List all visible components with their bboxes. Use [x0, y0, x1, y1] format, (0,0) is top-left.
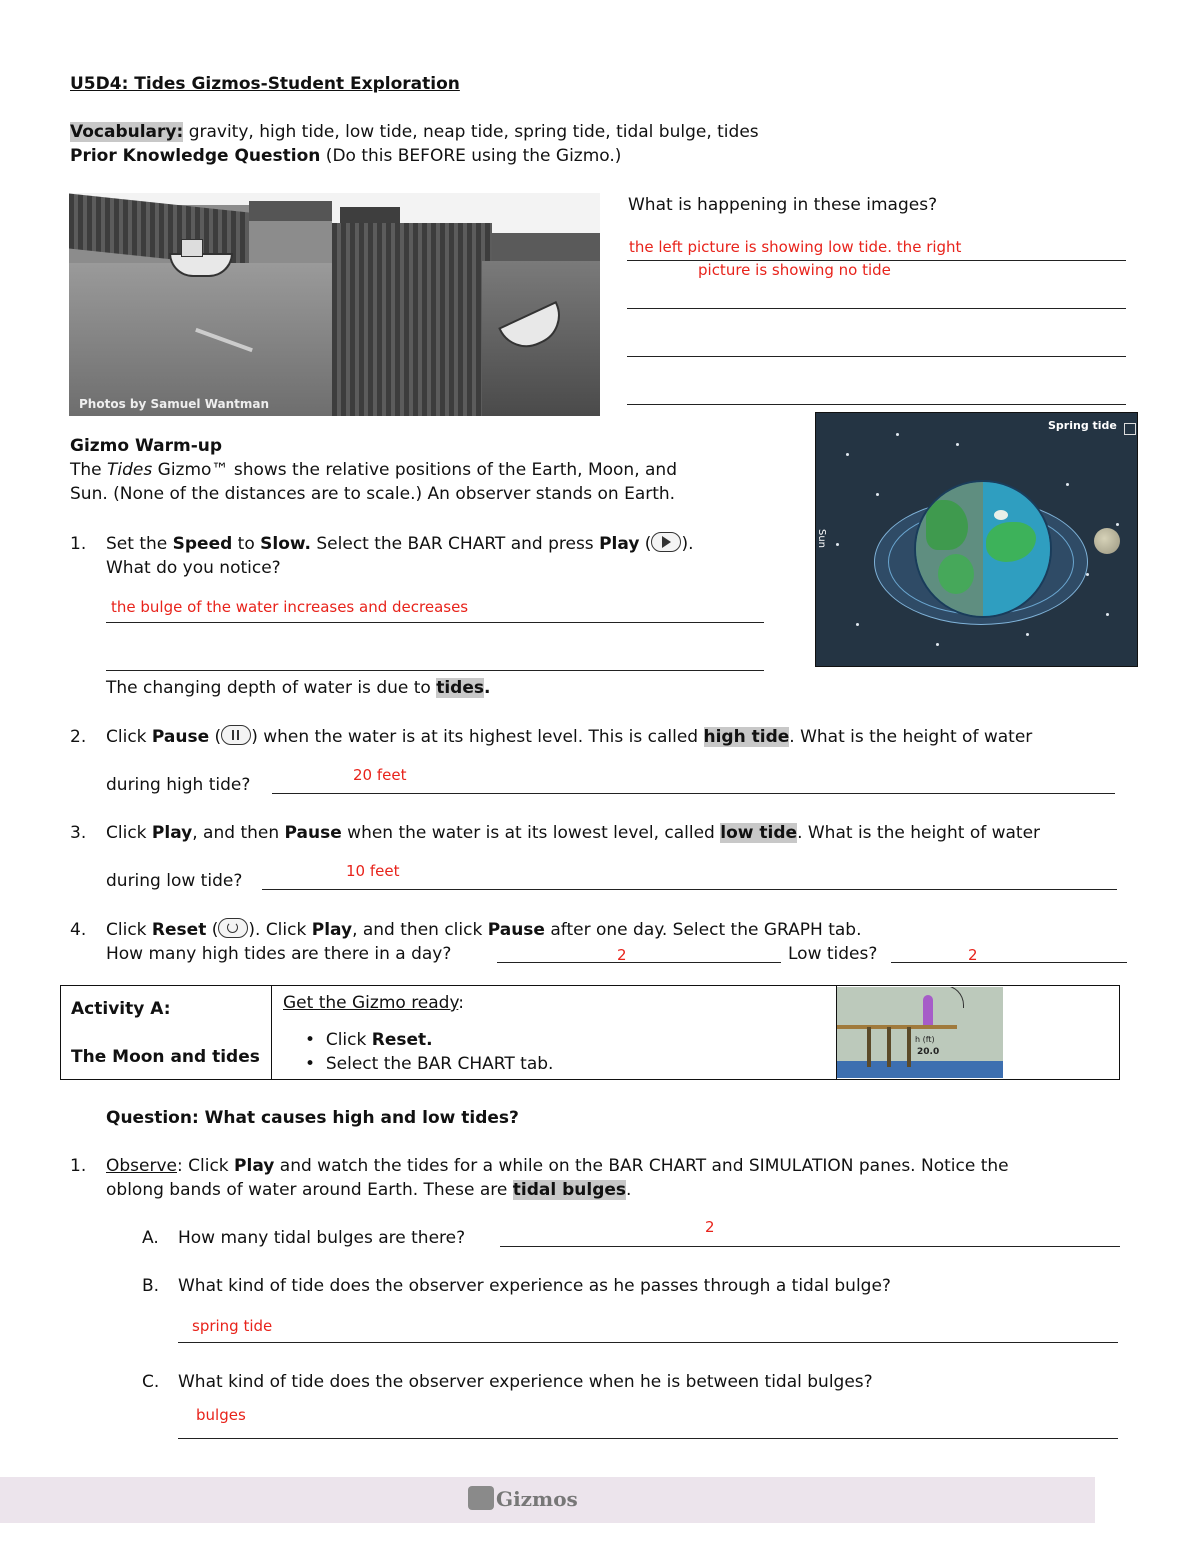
q4-line2: How many high tides are there in a day?: [106, 944, 452, 964]
q3-a: Click: [106, 823, 152, 843]
q2-high-tide-term: high tide: [703, 727, 790, 747]
q1-answer: the bulge of the water increases and decreases: [111, 598, 469, 616]
observe-line2: [106, 1178, 631, 1202]
gizmos-logo-icon: [468, 1486, 494, 1510]
warmup-intro-1: [70, 458, 677, 482]
dock-tide-gauge-image: [837, 987, 1003, 1078]
q3-line2: during low tide?: [106, 871, 243, 891]
prior-answer-line-1: the left picture is showing low tide. the right: [629, 238, 962, 256]
q4-low-label: Low tides?: [788, 944, 878, 964]
ready-bullet-1: • Click Reset.: [305, 1030, 433, 1050]
q3-play: Play: [151, 823, 193, 843]
prior-knowledge-note: (Do this BEFORE using the Gizmo.): [320, 146, 622, 166]
gauge-value: 20.0: [917, 1047, 940, 1057]
earth: [914, 480, 1052, 618]
q4-answer-high: 2: [617, 946, 627, 964]
q2-text: [106, 725, 1032, 749]
gizmo-ready-label: Get the Gizmo ready: [283, 993, 459, 1013]
warmup-heading: Gizmo Warm-up: [70, 436, 223, 456]
sub-a-letter: A.: [142, 1228, 159, 1248]
q3-g: . What is the height of water: [797, 823, 1041, 843]
gizmo-ready-heading: [283, 991, 464, 1015]
q3-low-tide-term: low tide: [720, 823, 798, 843]
activity-label: Activity A:: [71, 999, 171, 1019]
q1-speed: Speed: [172, 534, 233, 554]
observe-c: and watch the tides for a while on the BAR CHART and SIMULATION panes. Notice the: [274, 1156, 1009, 1176]
ready-bullet-2-text: Select the BAR CHART tab.: [325, 1054, 554, 1074]
q2-pause: Pause: [151, 727, 210, 747]
sub-b-question: What kind of tide does the observer experience as he passes through a tidal bulge?: [178, 1276, 891, 1296]
spring-tide-label: Spring tide: [1048, 419, 1117, 432]
q1-slow: Slow.: [260, 534, 311, 554]
observe-a: : Click: [177, 1156, 235, 1176]
q2-a: Click: [106, 727, 152, 747]
activity-question: Question: What causes high and low tides?: [106, 1108, 519, 1128]
prior-answer-line-2: picture is showing no tide: [698, 261, 891, 279]
moon: [1094, 528, 1120, 554]
q1-a: Set the: [106, 534, 173, 554]
q2-f: . What is the height of water: [789, 727, 1033, 747]
sub-a-question: How many tidal bulges are there?: [178, 1228, 466, 1248]
prior-knowledge-line: [70, 144, 621, 168]
sub-b-answer: spring tide: [192, 1317, 273, 1335]
tidal-bulges-term: tidal bulges: [512, 1180, 627, 1200]
warmup-intro-1c: Gizmo™ shows the relative positions of the Earth, Moon, and: [152, 460, 677, 480]
vocabulary-terms: gravity, high tide, low tide, neap tide, spring tide, tidal bulge, tides: [183, 122, 759, 142]
observe-label: Observe: [106, 1156, 177, 1176]
footer-bar: [0, 1477, 1095, 1523]
gizmo-spring-tide-screenshot: [815, 412, 1138, 667]
reset-icon: [218, 918, 248, 938]
ready-bullet-reset: Reset.: [371, 1030, 433, 1050]
q1-after-c: .: [484, 678, 491, 698]
ready-bullet-2: • Select the BAR CHART tab.: [305, 1054, 554, 1074]
q1-h: ).: [681, 534, 694, 554]
q4-h: after one day. Select the GRAPH tab.: [544, 920, 862, 940]
close-icon: [1124, 423, 1136, 435]
sub-b-letter: B.: [142, 1276, 160, 1296]
q2-d: ) when the water is at its highest level. This is called: [251, 727, 704, 747]
q4-f: , and then click: [352, 920, 488, 940]
q1-play: Play: [599, 534, 640, 554]
observe-line2c: .: [626, 1180, 632, 1200]
q4-answer-low: 2: [968, 946, 978, 964]
gizmo-ready-colon: :: [458, 993, 465, 1013]
q3-answer: 10 feet: [346, 862, 400, 880]
q2-c: (: [209, 727, 222, 747]
ready-bullet-1a: Click: [325, 1030, 372, 1050]
activity-box: [60, 985, 1120, 1080]
right-photo-low-tide: [332, 193, 600, 416]
sun-label: Sun: [816, 528, 828, 549]
activity-subtitle: The Moon and tides: [71, 1047, 260, 1067]
warmup-intro-tides: Tides: [107, 460, 153, 480]
q1-text: [106, 532, 694, 556]
warmup-intro-2: Sun. (None of the distances are to scale.) An observer stands on Earth.: [70, 484, 676, 504]
observe-line2a: oblong bands of water around Earth. These are: [106, 1180, 513, 1200]
gizmos-logo: [468, 1486, 578, 1511]
page-title: U5D4: Tides Gizmos-Student Exploration: [70, 74, 460, 94]
warmup-intro-1a: The: [70, 460, 108, 480]
q4-d: ). Click: [248, 920, 312, 940]
gauge-label: h (ft): [915, 1035, 935, 1044]
photo-credit: Photos by Samuel Wantman: [79, 397, 270, 411]
q2-line2: during high tide?: [106, 775, 251, 795]
pause-icon: [221, 725, 251, 745]
q4-pause: Pause: [487, 920, 545, 940]
observe-text: [106, 1154, 1009, 1178]
prior-knowledge-label: Prior Knowledge Question: [70, 146, 321, 166]
q3-c: , and then: [192, 823, 285, 843]
q3-text: [106, 821, 1040, 845]
q3-e: when the water is at its lowest level, called: [341, 823, 721, 843]
sub-c-letter: C.: [142, 1372, 160, 1392]
q1-after-a: The changing depth of water is due to: [106, 678, 437, 698]
observer-figure: [923, 995, 933, 1025]
sub-c-answer: bulges: [196, 1406, 246, 1424]
q4-play: Play: [311, 920, 353, 940]
q1-number: 1.: [70, 534, 87, 554]
vocabulary-line: [70, 120, 759, 144]
q2-answer: 20 feet: [353, 766, 407, 784]
gizmos-logo-text: Gizmos: [496, 1487, 578, 1511]
q3-number: 3.: [70, 823, 87, 843]
q3-pause: Pause: [284, 823, 342, 843]
prior-question: What is happening in these images?: [628, 195, 938, 215]
q4-text: [106, 918, 861, 942]
q1-c: to: [232, 534, 261, 554]
q1-after: [106, 676, 490, 700]
left-photo-high-tide: [69, 193, 332, 416]
q4-number: 4.: [70, 920, 87, 940]
q1-e: Select the BAR CHART and press: [310, 534, 600, 554]
observe-play: Play: [234, 1156, 275, 1176]
q4-c: (: [206, 920, 219, 940]
sub-c-question: What kind of tide does the observer experience when he is between tidal bulges?: [178, 1372, 873, 1392]
sub-a-answer: 2: [705, 1218, 715, 1236]
vocabulary-label: Vocabulary:: [70, 122, 184, 142]
observe-number: 1.: [70, 1156, 87, 1176]
q2-number: 2.: [70, 727, 87, 747]
q1-tides-term: tides: [436, 678, 484, 698]
q1-g: (: [639, 534, 652, 554]
play-icon: [651, 532, 681, 552]
tide-photos: [69, 193, 600, 416]
q4-a: Click: [106, 920, 152, 940]
q4-reset: Reset: [151, 920, 207, 940]
q1-line2: What do you notice?: [106, 558, 281, 578]
